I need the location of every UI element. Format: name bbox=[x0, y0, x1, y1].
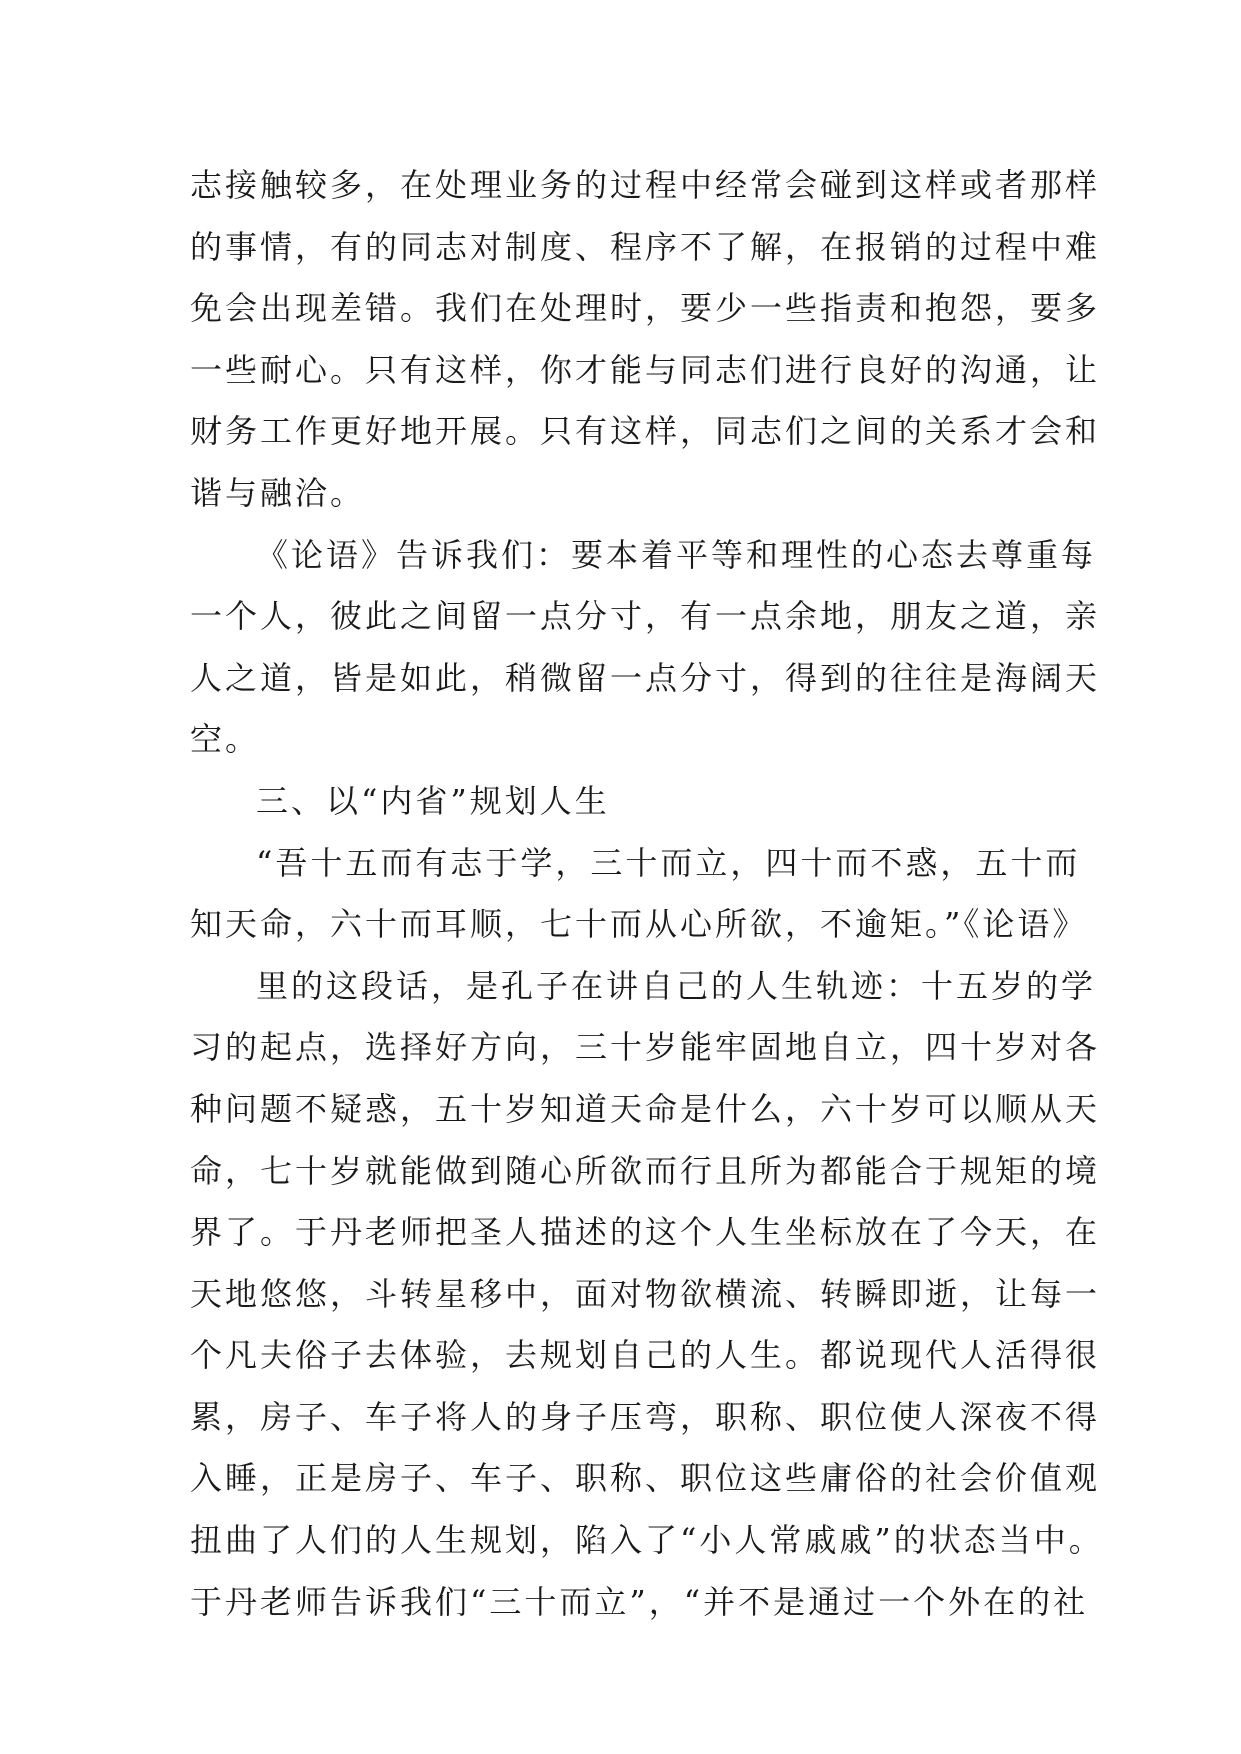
text-line: 界了。于丹老师把圣人描述的这个人生坐标放在了今天，在 bbox=[190, 1213, 1101, 1252]
text-line: 知天命，六十而耳顺，七十而从心所欲，不逾矩。”《论语》 bbox=[190, 905, 1088, 944]
text-line: 三、以“内省”规划人生 bbox=[256, 781, 610, 820]
text-line: 《论语》告诉我们：要本着平等和理性的心态去尊重每 bbox=[256, 535, 1097, 574]
text-line: 财务工作更好地开展。只有这样，同志们之间的关系才会和 bbox=[190, 412, 1101, 451]
text-line: 的事情，有的同志对制度、程序不了解，在报销的过程中难 bbox=[190, 227, 1101, 266]
text-line: 扭曲了人们的人生规划，陷入了“小人常戚戚”的状态当中。 bbox=[190, 1521, 1104, 1560]
text-line: 一个人，彼此之间留一点分寸，有一点余地，朋友之道，亲 bbox=[190, 597, 1101, 636]
text-line: 个凡夫俗子去体验，去规划自己的人生。都说现代人活得很 bbox=[190, 1336, 1101, 1375]
text-line: 天地悠悠，斗转星移中，面对物欲横流、转瞬即逝，让每一 bbox=[190, 1274, 1101, 1313]
text-line: 谐与融洽。 bbox=[190, 473, 366, 512]
text-line: 习的起点，选择好方向，三十岁能牢固地自立，四十岁对各 bbox=[190, 1028, 1101, 1067]
document-body bbox=[190, 155, 1104, 1633]
text-line: 免会出现差错。我们在处理时，要少一些指责和抱怨，要多 bbox=[190, 289, 1101, 328]
text-line: 一些耐心。只有这样，你才能与同志们进行良好的沟通，让 bbox=[190, 350, 1101, 389]
text-line: 累，房子、车子将人的身子压弯，职称、职位使人深夜不得 bbox=[190, 1397, 1101, 1436]
text-line: 种问题不疑惑，五十岁知道天命是什么，六十岁可以顺从天 bbox=[190, 1089, 1101, 1128]
text-line: 于丹老师告诉我们“三十而立”，“并不是通过一个外在的社 bbox=[190, 1582, 1089, 1621]
text-line: 里的这段话，是孔子在讲自己的人生轨迹：十五岁的学 bbox=[256, 966, 1097, 1005]
text-line: 入睡，正是房子、车子、职称、职位这些庸俗的社会价值观 bbox=[190, 1459, 1101, 1498]
text-line: 志接触较多，在处理业务的过程中经常会碰到这样或者那样 bbox=[190, 166, 1101, 204]
text-line: “吾十五而有志于学，三十而立，四十而不惑，五十而 bbox=[256, 843, 1081, 882]
text-line: 人之道，皆是如此，稍微留一点分寸，得到的往往是海阔天 bbox=[190, 658, 1101, 697]
text-line: 命，七十岁就能做到随心所欲而行且所为都能合于规矩的境 bbox=[190, 1151, 1101, 1190]
text-line: 空。 bbox=[190, 720, 261, 759]
